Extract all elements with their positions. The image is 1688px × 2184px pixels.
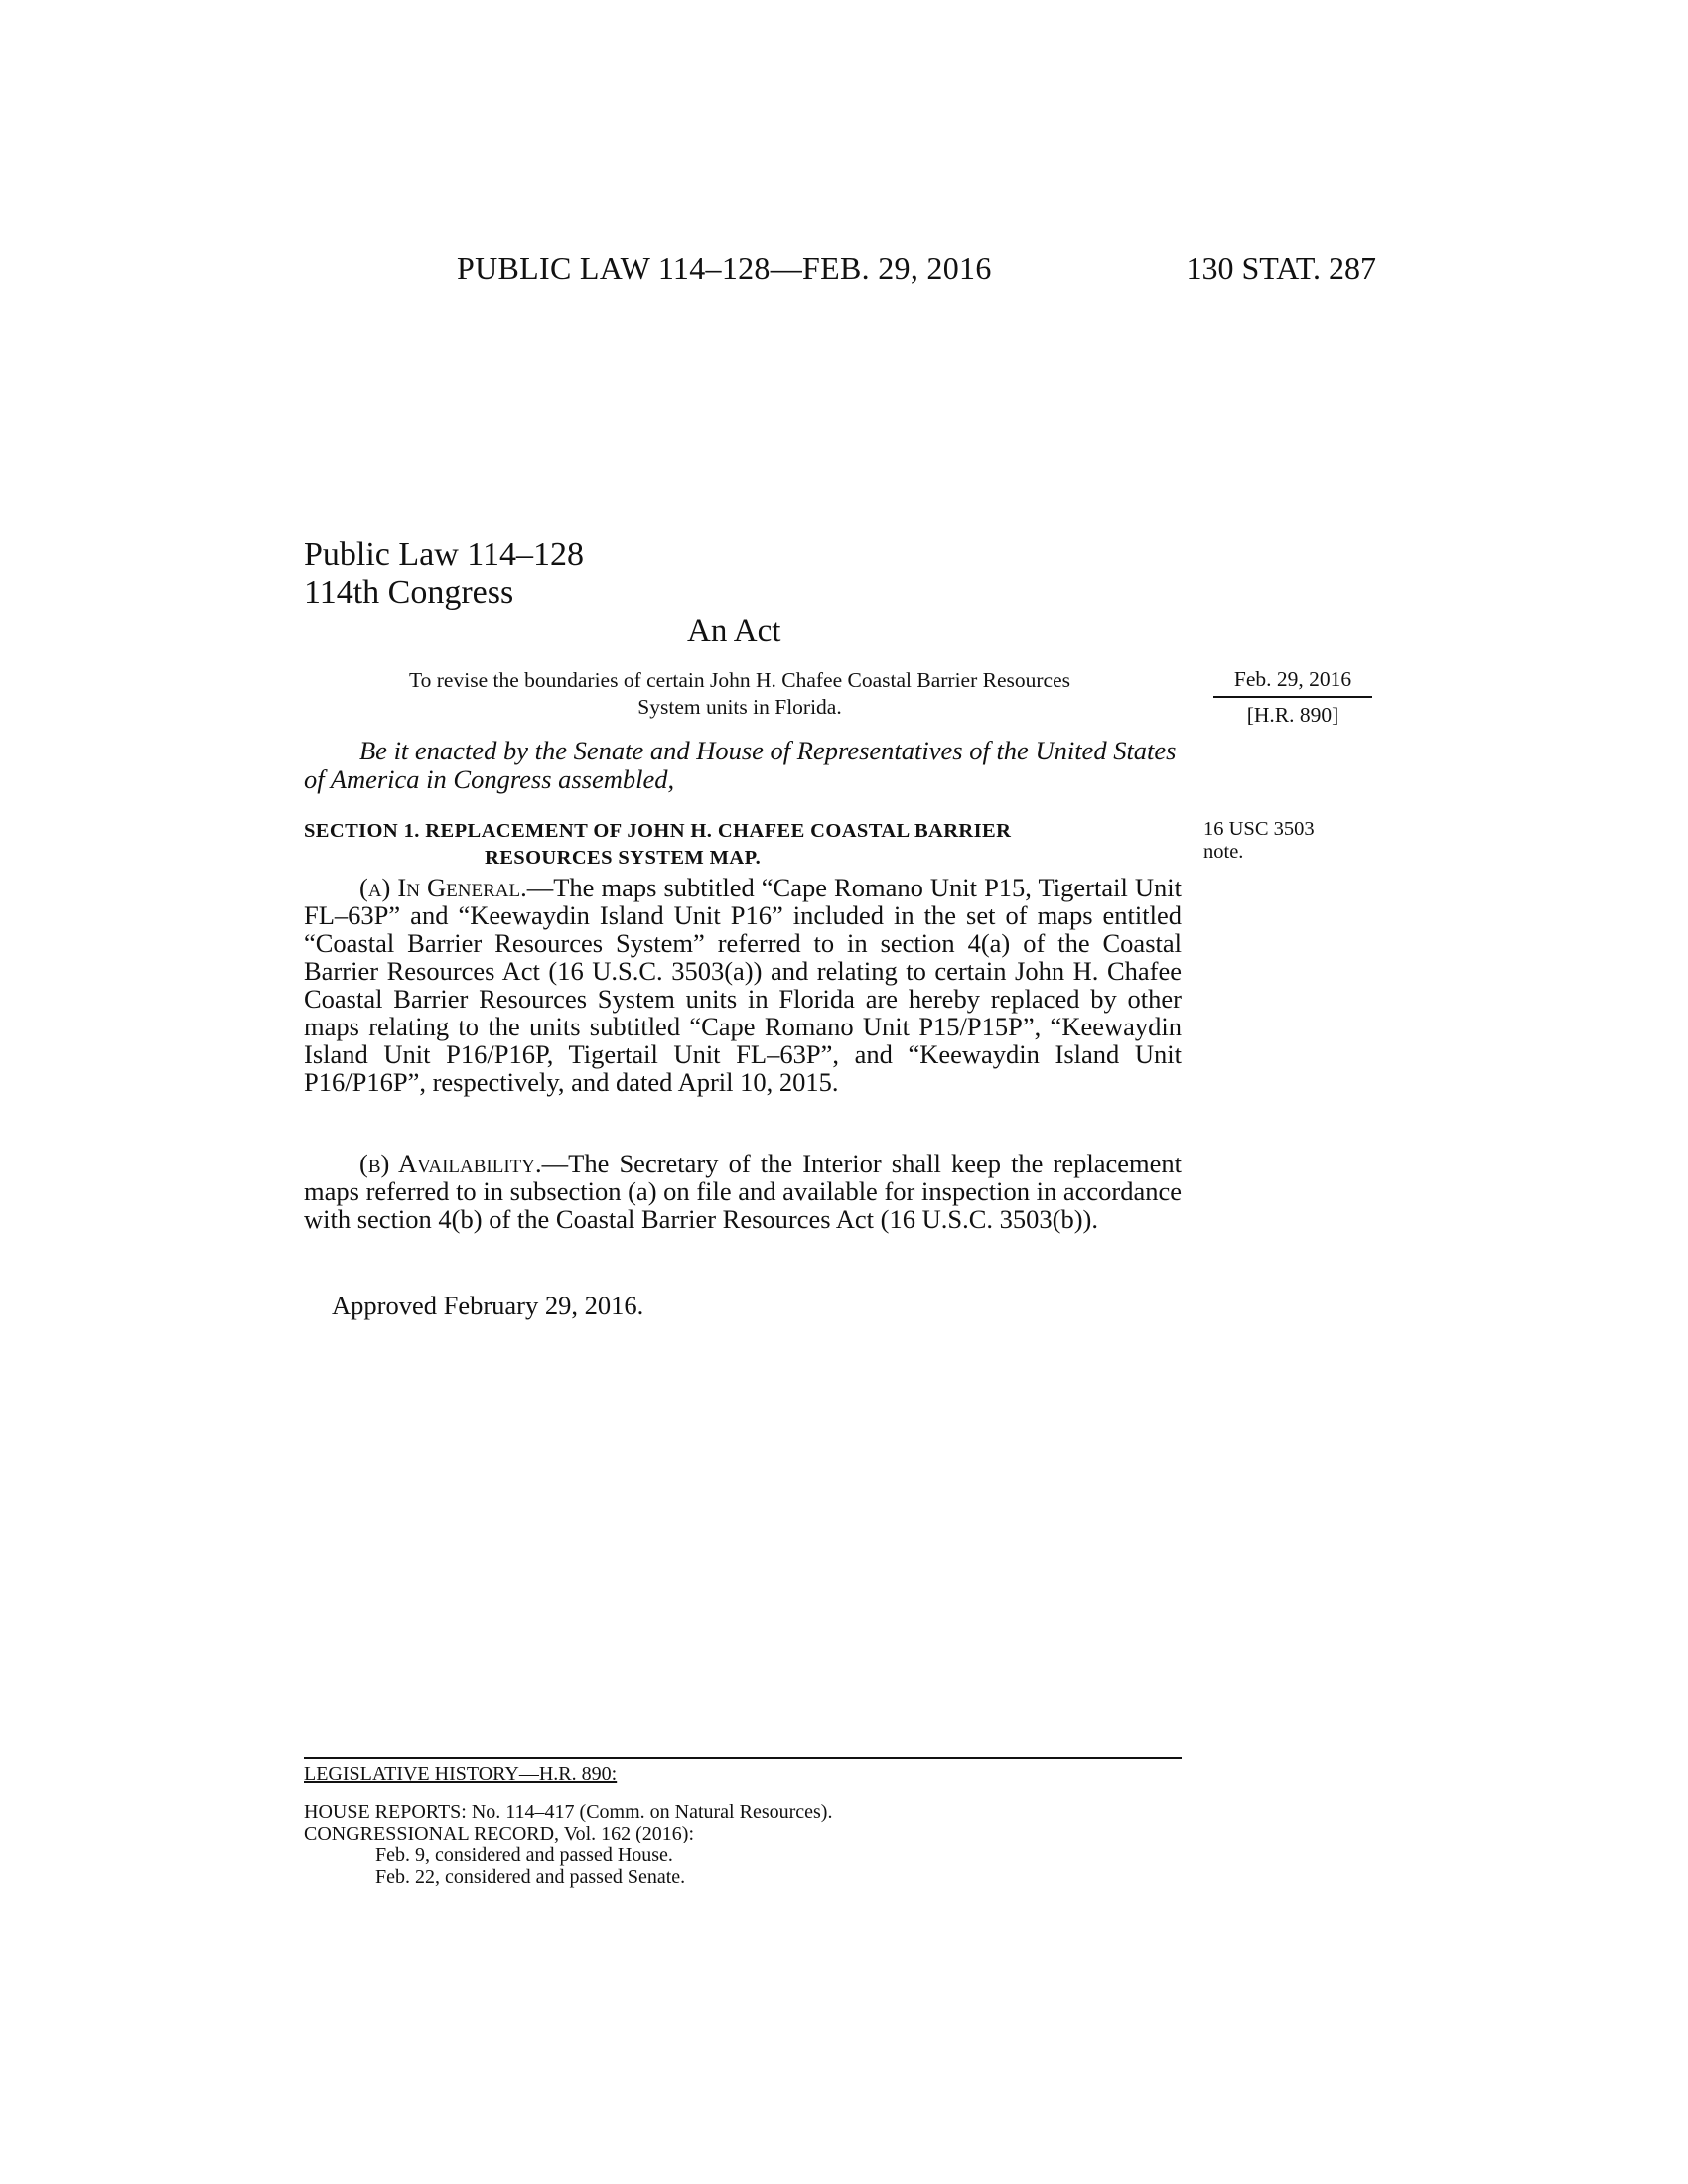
act-purpose bbox=[328, 667, 1152, 721]
usc-note: note. bbox=[1203, 841, 1244, 863]
senate-action: Feb. 22, considered and passed Senate. bbox=[375, 1866, 686, 1888]
house-action: Feb. 9, considered and passed House. bbox=[375, 1844, 673, 1866]
legislative-history-heading bbox=[304, 1763, 617, 1786]
section-heading-line-2: RESOURCES SYSTEM MAP. bbox=[485, 847, 762, 869]
section-heading-line-1: SECTION 1. REPLACEMENT OF JOHN H. CHAFEE COASTAL BARRIER bbox=[304, 820, 1012, 842]
section-heading bbox=[304, 818, 1178, 872]
margin-note-usc bbox=[1203, 818, 1352, 864]
margin-note-date bbox=[1213, 667, 1372, 705]
statute-page-reference: 130 STAT. 287 bbox=[1186, 250, 1376, 286]
enactment-date: Feb. 29, 2016 bbox=[1233, 667, 1352, 691]
public-law-number: Public Law 114–128 bbox=[304, 536, 585, 573]
act-title: An Act bbox=[687, 614, 781, 649]
purpose-line-1: To revise the boundaries of certain John H. Chafee Coastal Barrier Resources bbox=[409, 668, 1070, 692]
congressional-record: CONGRESSIONAL RECORD, Vol. 162 (2016): bbox=[304, 1823, 694, 1844]
margin-divider bbox=[1213, 696, 1372, 698]
purpose-line-2: System units in Florida. bbox=[637, 695, 842, 719]
subsection-a-text: —The maps subtitled “Cape Romano Unit P15, Tigertail Unit FL–63P” and “Keewaydin Island Unit P16” included in the set of maps entitled “Coastal Barrier Resources System” referred to in section 4(a) of the Coastal Barrier Resources Act (16 U.S.C. 3503(a)) and relating to certain John H. Chafee Coastal Barrier Resources System units in Florida are hereby replaced by other maps relating to the units subtitled “Cape Romano Unit P15/P15P”, “Keewaydin Island Unit P16/P16P, Tigertail Unit FL–63P”, and “Keewaydin Island Unit P16/P16P”, respectively, and dated April 10, 2015. bbox=[304, 873, 1182, 1097]
subsection-b-text: —The Secretary of the Interior shall keep the replacement maps referred to in subsection (a) on file and available for inspection in accordance with section 4(b) of the Coastal Barrier Resources Act (16 U.S.C. 3503(b)). bbox=[304, 1149, 1183, 1234]
enacting-clause-text: Be it enacted by the Senate and House of Representatives of the United States of America in Congress assembled, bbox=[304, 736, 1177, 794]
margin-note-bill: [H.R. 890] bbox=[1246, 703, 1339, 727]
subsection-a-label: (a) In General. bbox=[359, 873, 527, 902]
subsection-b-label: (b) Availability. bbox=[359, 1149, 542, 1178]
approval-line: Approved February 29, 2016. bbox=[332, 1291, 644, 1320]
running-head: PUBLIC LAW 114–128—FEB. 29, 2016 bbox=[457, 250, 992, 286]
subsection-a bbox=[304, 874, 1182, 1096]
footer-divider bbox=[304, 1757, 1182, 1759]
usc-citation: 16 USC 3503 bbox=[1203, 818, 1315, 840]
legislative-history-title: LEGISLATIVE HISTORY—H.R. 890: bbox=[304, 1763, 618, 1785]
congress-number: 114th Congress bbox=[304, 574, 514, 611]
house-reports: HOUSE REPORTS: No. 114–417 (Comm. on Natural Resources). bbox=[304, 1801, 833, 1823]
subsection-b bbox=[304, 1150, 1182, 1233]
enacting-clause bbox=[304, 737, 1178, 794]
